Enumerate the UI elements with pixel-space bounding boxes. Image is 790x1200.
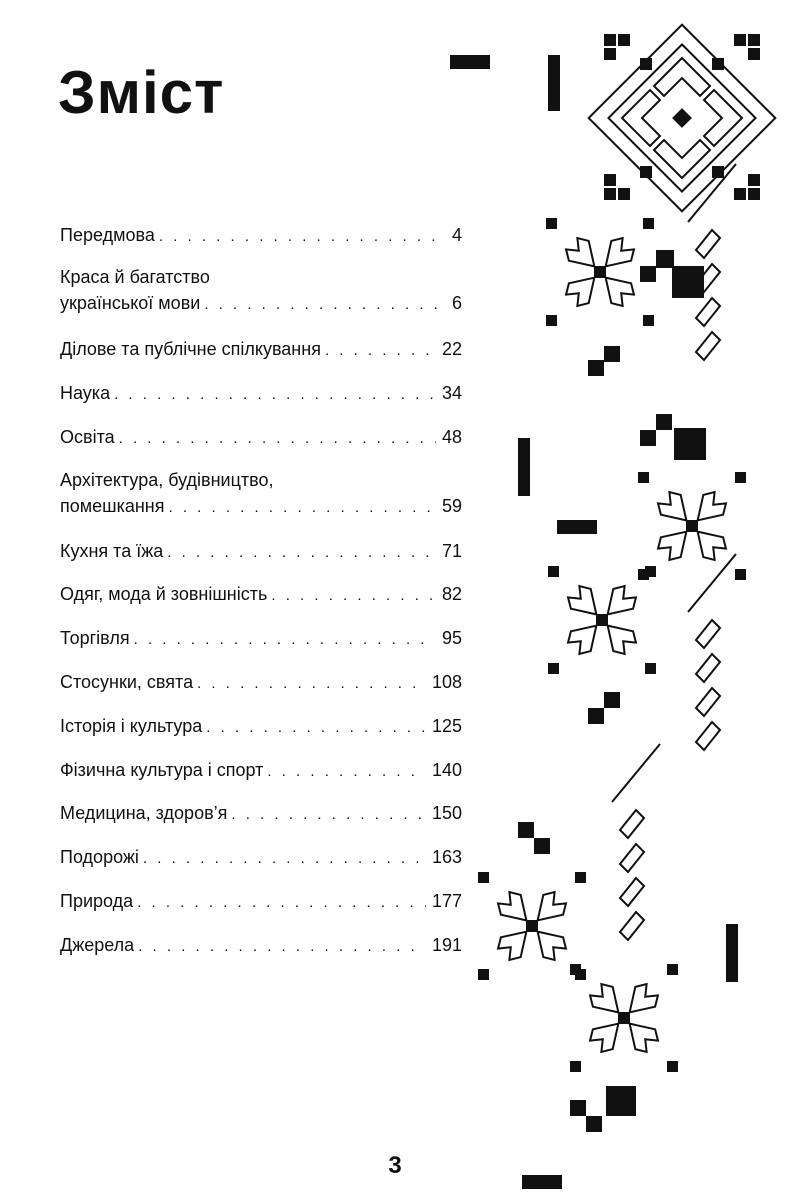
toc-entry-page: 177 [431,891,462,911]
toc-leader-dots [134,934,426,960]
toc-leader-dots [267,583,436,609]
toc-entry-history[interactable] [60,713,462,741]
toc-entry-architecture[interactable] [60,467,462,521]
toc-entry-sources[interactable] [60,932,462,960]
toc-leader-dots [163,540,436,566]
toc-entry-title: Медицина, здоров’я [60,803,228,823]
page-number: 3 [388,1152,402,1179]
toc-entry-medicine[interactable] [60,800,462,828]
toc-entry-page: 34 [441,383,462,403]
toc-entry-title: Ділове та публічне спілкування [60,339,321,359]
toc-entry-trade[interactable] [60,625,462,653]
toc-entry-page: 163 [431,847,462,867]
toc-entry-page: 125 [431,716,462,736]
toc-entry-title: Передмова [60,225,155,245]
toc-entry-sport[interactable] [60,757,462,785]
toc-leader-dots [110,382,436,408]
toc-leader-dots [139,846,426,872]
toc-entry-title: Історія і культура [60,716,203,736]
toc-entry-title: Джерела [60,935,135,955]
toc-entry-page: 108 [431,672,462,692]
toc-leader-dots [115,426,436,452]
toc-entry-title: Освіта [60,427,115,447]
toc-leader-dots [133,890,426,916]
toc-leader-dots [193,671,426,697]
toc-entry-page: 6 [451,293,462,313]
toc-entry-page: 191 [431,935,462,955]
toc-entry-page: 22 [441,339,462,359]
toc-entry-title: Одяг, мода й зовнішність [60,584,268,604]
toc-leader-dots [165,495,436,521]
toc-entry-travel[interactable] [60,844,462,872]
toc-entry-business[interactable] [60,336,462,364]
toc-entry-science[interactable] [60,380,462,408]
page-title: Зміст [58,59,225,126]
toc-entry-page: 48 [441,427,462,447]
toc-entry-title-line1: Краса й багатство [60,267,210,287]
toc-entry-language[interactable] [60,264,462,318]
toc-entry-clothing[interactable] [60,581,462,609]
toc-leader-dots [321,338,436,364]
toc-leader-dots [155,224,446,250]
toc-entry-nature[interactable] [60,888,462,916]
toc-entry-title: української мови [60,293,201,313]
toc-leader-dots [227,802,426,828]
toc-leader-dots [263,759,426,785]
toc-entry-page: 95 [441,628,462,648]
toc-entry-title-line1: Архітектура, будівництво, [60,470,274,490]
toc-entry-title: Наука [60,383,111,403]
toc-entry-title: Природа [60,891,134,911]
toc-entry-page: 140 [431,760,462,780]
toc-entry-title: Торгівля [60,628,130,648]
toc-entry-page: 59 [441,496,462,516]
toc-entry-page: 82 [441,584,462,604]
toc-entry-relations[interactable] [60,669,462,697]
toc-entry-education[interactable] [60,424,462,452]
toc-entry-page: 150 [431,803,462,823]
toc-entry-title: помешкання [60,496,165,516]
toc-entry-kitchen[interactable] [60,538,462,566]
toc-leader-dots [200,292,446,318]
toc-entry-page: 4 [451,225,462,245]
toc-entry-title: Подорожі [60,847,139,867]
toc-entry-page: 71 [441,541,462,561]
toc-entry-title: Стосунки, свята [60,672,194,692]
toc-entry-title: Кухня та їжа [60,541,164,561]
toc-leader-dots [202,715,426,741]
embroidery-border-icon [430,0,790,1200]
toc-entry-preface[interactable] [60,222,462,250]
toc-entry-title: Фізична культура і спорт [60,760,264,780]
toc-leader-dots [130,627,436,653]
